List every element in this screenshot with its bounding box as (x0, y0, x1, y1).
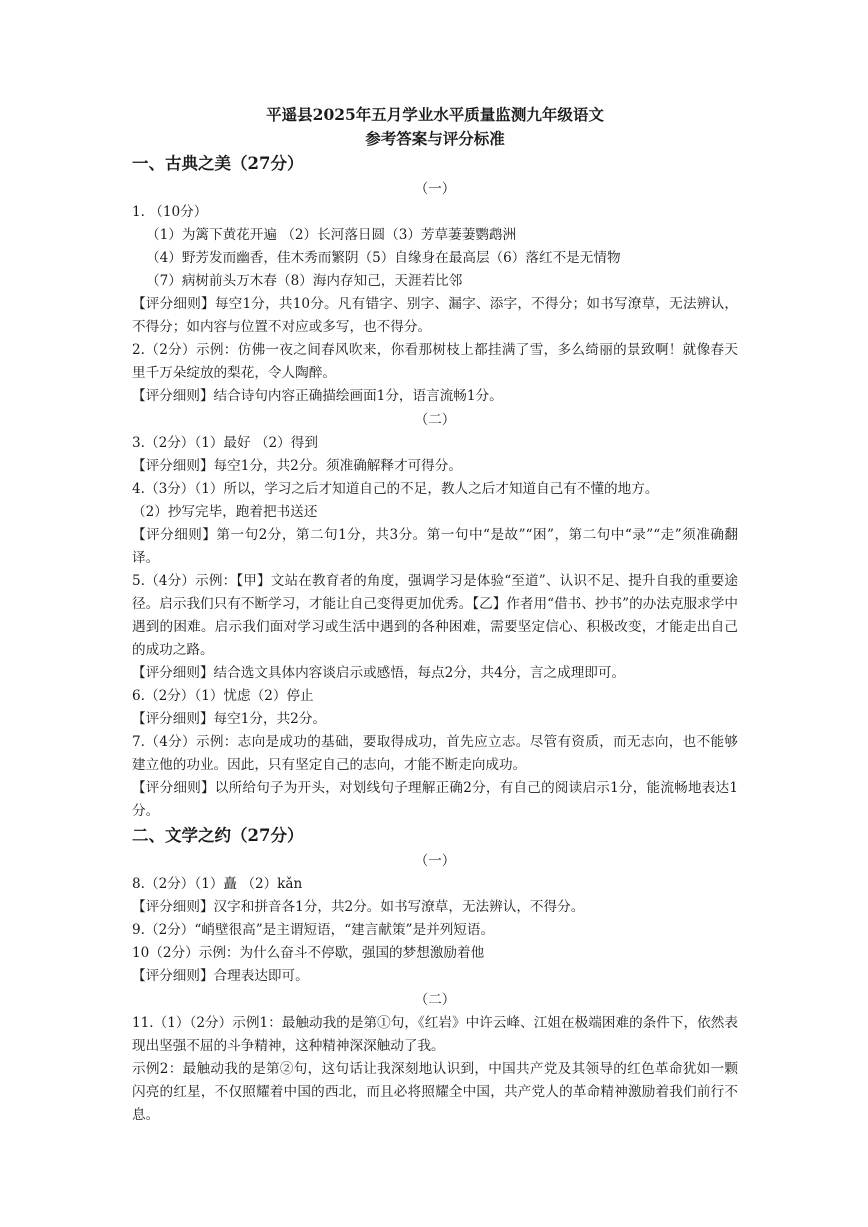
scoring-rule: 【评分细则】合理表达即可。 (132, 968, 309, 984)
question-1: 1. （10分） (132, 204, 208, 220)
scoring-rule: 【评分细则】每空1分，共2分。 (132, 711, 327, 727)
question-9: 9.（2分）“峭壁很高”是主谓短语，“建言献策”是并列短语。 (132, 922, 495, 938)
question-6: 6.（2分）（1）忧虑（2）停止 (132, 688, 314, 704)
section-heading-classical: 一、古典之美（27分） (132, 154, 304, 173)
question-1-answer-line: （7）病树前头万木春（8）海内存知己，天涯若比邻 (146, 273, 463, 289)
scoring-rule: 【评分细则】第一句2分，第二句1分，共3分。第一句中“是故”“困”，第二句中“录”“走”须准确翻译。 (132, 527, 738, 566)
scoring-rule: 【评分细则】以所给句子为开头，对划线句子理解正确2分，有自己的阅读启示1分，能流畅地表达1分。 (132, 780, 738, 819)
part-label: （一） (414, 181, 456, 197)
part-label: （二） (414, 412, 456, 428)
scoring-rule: 【评分细则】每空1分，共2分。须准确解释才可得分。 (132, 458, 462, 474)
section-heading-literature: 二、文学之约（27分） (132, 826, 304, 845)
question-1-answer-line: （1）为篱下黄花开遍 （2）长河落日圆（3）芳草萋萋鹦鹉洲 (146, 227, 517, 243)
document-title-line1: 平遥县2025年五月学业水平质量监测九年级语文 (266, 105, 604, 124)
question-7: 7.（4分）示例：志向是成功的基础，要取得成功，首先应立志。尽管有资质，而无志向，也不能够建立他的功业。因此，只有坚定自己的志向，才能不断走向成功。 (132, 734, 738, 773)
question-3: 3.（2分）（1）最好 （2）得到 (132, 435, 318, 451)
scoring-rule: 【评分细则】结合选文具体内容谈启示或感悟，每点2分，共4分，言之成理即可。 (132, 665, 626, 681)
scoring-rule: 【评分细则】汉字和拼音各1分，共2分。如书写潦草，无法辨认，不得分。 (132, 899, 585, 915)
document-title-line2: 参考答案与评分标准 (365, 129, 505, 148)
part-label: （一） (414, 853, 456, 869)
document-content (132, 103, 738, 1127)
question-8: 8.（2分）（1）矗 （2）kǎn (132, 876, 303, 892)
scoring-rule: 【评分细则】每空1分，共10分。凡有错字、别字、漏字、添字，不得分；如书写潦草，无法辨认，不得分；如内容与位置不对应或多写，也不得分。 (132, 296, 738, 335)
part-label: （二） (414, 992, 456, 1008)
question-10: 10（2分）示例：为什么奋斗不停歇，强国的梦想激励着他 (132, 945, 485, 961)
question-11: 11.（1）（2分）示例1：最触动我的是第①句，《红岩》中许云峰、江姐在极端困难的条件下，依然表现出坚强不屈的斗争精神，这种精神深深触动了我。 (132, 1015, 738, 1054)
question-5: 5.（4分）示例：【甲】文站在教育者的角度，强调学习是体验“至道”、认识不足、提升自我的重要途径。启示我们只有不断学习，才能让自己变得更加优秀。【乙】作者用“借书、抄书”的办法克服求学中遇到的困难。启示我们面对学习或生活中遇到的各种困难，需要坚定信心、积极改变，才能走出自己的成功之路。 (132, 573, 738, 658)
scoring-rule: 【评分细则】结合诗句内容正确描绘画面1分，语言流畅1分。 (132, 388, 503, 404)
question-11-example-2: 示例2：最触动我的是第②句，这句话让我深刻地认识到，中国共产党及其领导的红色革命犹如一颗闪亮的红星，不仅照耀着中国的西北，而且必将照耀全中国，共产党人的革命精神激励着我们前行不息。 (132, 1061, 738, 1123)
question-4: 4.（3分）（1）所以，学习之后才知道自己的不足，教人之后才知道自己有不懂的地方。 (132, 481, 659, 497)
question-4-part-2: （2）抄写完毕，跑着把书送还 (132, 504, 318, 520)
question-1-answer-line: （4）野芳发而幽香，佳木秀而繁阴（5）自缘身在最高层（6）落红不是无情物 (146, 250, 621, 266)
question-2: 2.（2分）示例：仿佛一夜之间春风吹来，你看那树枝上都挂满了雪，多么绮丽的景致啊！就像春天里千万朵绽放的梨花，令人陶醉。 (132, 342, 738, 381)
